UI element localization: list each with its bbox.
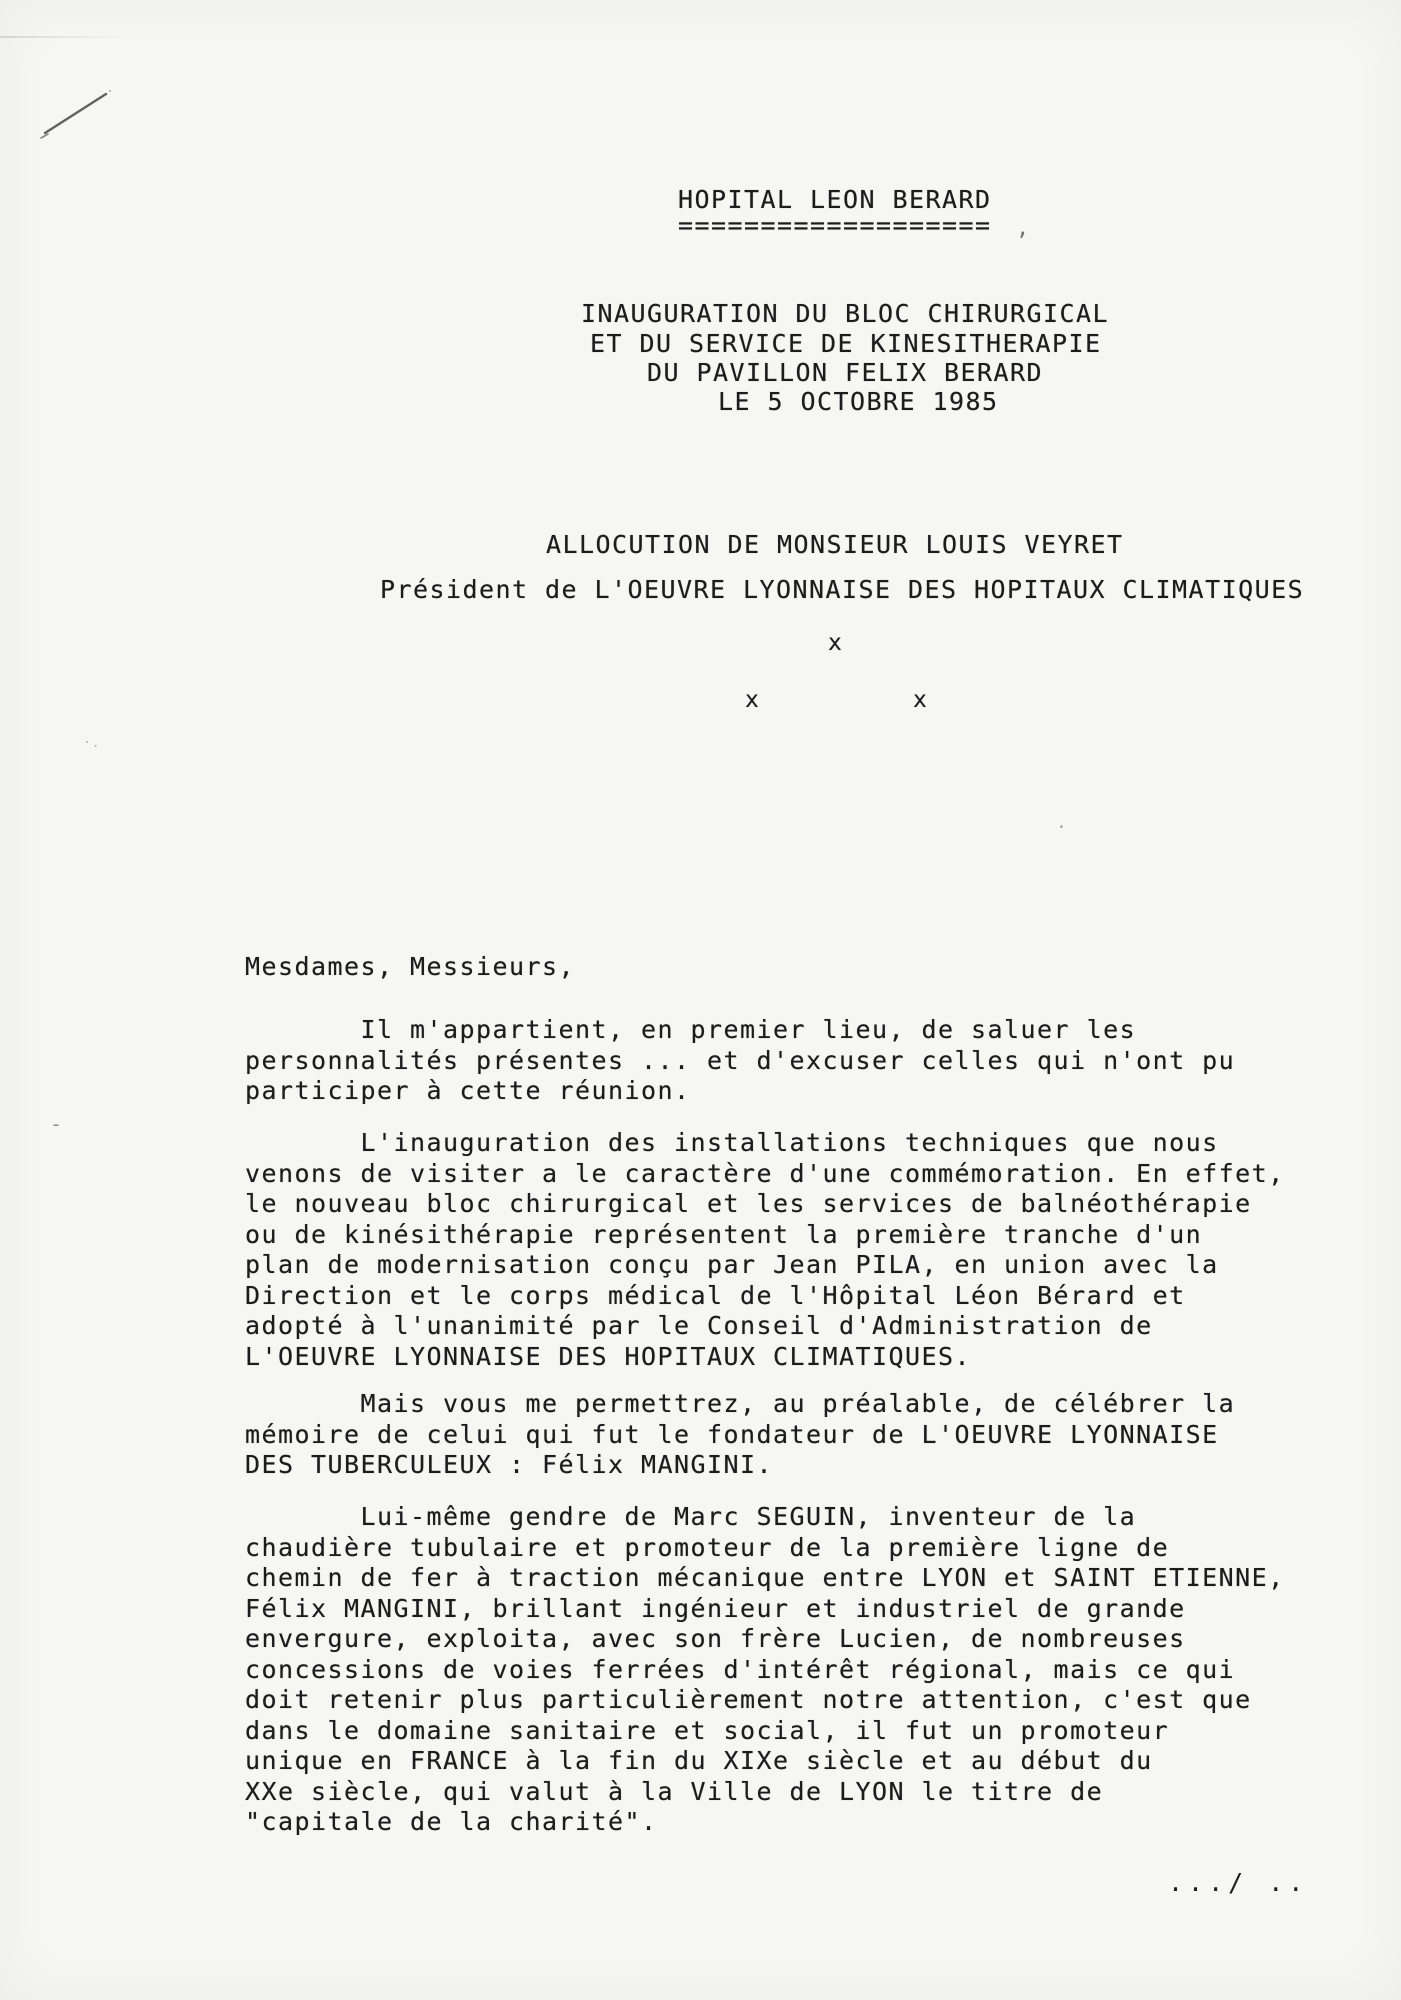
pen-stroke-mark (30, 80, 140, 155)
scan-edge-smudge (0, 36, 130, 38)
salutation-line: Mesdames, Messieurs, (245, 952, 576, 981)
body-text-line: plan de modernisation conçu par Jean PILA, en union avec la (245, 1250, 1219, 1279)
paragraph (245, 1389, 1235, 1481)
body-text-line: Direction et le corps médical de l'Hôpital Léon Bérard et (245, 1280, 1186, 1310)
title-underline: =================== (678, 211, 992, 240)
body-text-line: L'OEUVRE LYONNAISE DES HOPITAUX CLIMATIQUES. (245, 1341, 972, 1371)
paragraph (245, 1128, 1285, 1372)
body-text-line: venons de visiter a le caractère d'une commémoration. En effet, (245, 1158, 1285, 1188)
speech-subtitle: Président de L'OEUVRE LYONNAISE DES HOPITAUX CLIMATIQUES (380, 575, 1305, 604)
event-title-line: DU PAVILLON FELIX BERARD (647, 358, 1044, 387)
body-text-line: envergure, exploita, avec son frère Lucien, de nombreuses (245, 1624, 1186, 1653)
event-date-line: LE 5 OCTOBRE 1985 (718, 387, 999, 416)
paragraph (245, 1502, 1285, 1838)
body-text-line: personnalités présentes ... et d'excuser celles qui n'ont pu (245, 1045, 1236, 1075)
body-text-line: ou de kinésithérapie représentent la première tranche d'un (245, 1219, 1203, 1249)
body-text-line: doit retenir plus particulièrement notre attention, c'est que (245, 1685, 1252, 1714)
body-text-line: unique en FRANCE à la fin du XIXe siècle et au début du (245, 1746, 1153, 1775)
body-text-line: participer à cette réunion. (245, 1076, 691, 1105)
body-text-line: chaudière tubulaire et promoteur de la première ligne de (245, 1532, 1170, 1562)
page-continuation-mark: .../ .. (1168, 1868, 1309, 1897)
body-text-line: Il m'appartient, en premier lieu, de saluer les (245, 1015, 1137, 1044)
body-text-line: Mais vous me permettrez, au préalable, de célébrer la (245, 1389, 1236, 1418)
ink-speck: . (1056, 812, 1067, 833)
paragraph (245, 1015, 1235, 1107)
ink-speck: ·. (83, 735, 100, 751)
body-text-line: Lui-même gendre de Marc SEGUIN, inventeur de la (245, 1502, 1137, 1531)
body-text-line: XXe siècle, qui valut à la Ville de LYON le titre de (245, 1776, 1104, 1806)
body-text-line: L'inauguration des installations techniques que nous (245, 1128, 1219, 1157)
speech-title: ALLOCUTION DE MONSIEUR LOUIS VEYRET (546, 530, 1124, 559)
separator-x-mark: x (745, 687, 759, 713)
body-text-line: concessions de voies ferrées d'intérêt régional, mais ce qui (245, 1654, 1236, 1684)
ink-speck: - (50, 1112, 63, 1136)
document-title: HOPITAL LEON BERARD (678, 185, 992, 214)
event-title-line: ET DU SERVICE DE KINESITHERAPIE (590, 329, 1102, 358)
body-text-line: mémoire de celui qui fut le fondateur de L'OEUVRE LYONNAISE (245, 1419, 1219, 1449)
separator-x-mark: x (828, 630, 842, 656)
body-text-line: le nouveau bloc chirurgical et les services de balnéothérapie (245, 1189, 1252, 1218)
body-text-line: DES TUBERCULEUX : Félix MANGINI. (245, 1450, 774, 1479)
separator-x-mark: x (913, 687, 927, 713)
ink-speck: , (1016, 216, 1030, 241)
body-text-line: dans le domaine sanitaire et social, il fut un promoteur (245, 1715, 1170, 1745)
event-title-line: INAUGURATION DU BLOC CHIRURGICAL (581, 299, 1110, 328)
body-text-line: Félix MANGINI, brillant ingénieur et industriel de grande (245, 1593, 1186, 1623)
body-text-line: adopté à l'unanimité par le Conseil d'Administration de (245, 1311, 1153, 1340)
body-text-line: chemin de fer à traction mécanique entre LYON et SAINT ETIENNE, (245, 1563, 1285, 1592)
body-text-line: "capitale de la charité". (245, 1807, 658, 1836)
